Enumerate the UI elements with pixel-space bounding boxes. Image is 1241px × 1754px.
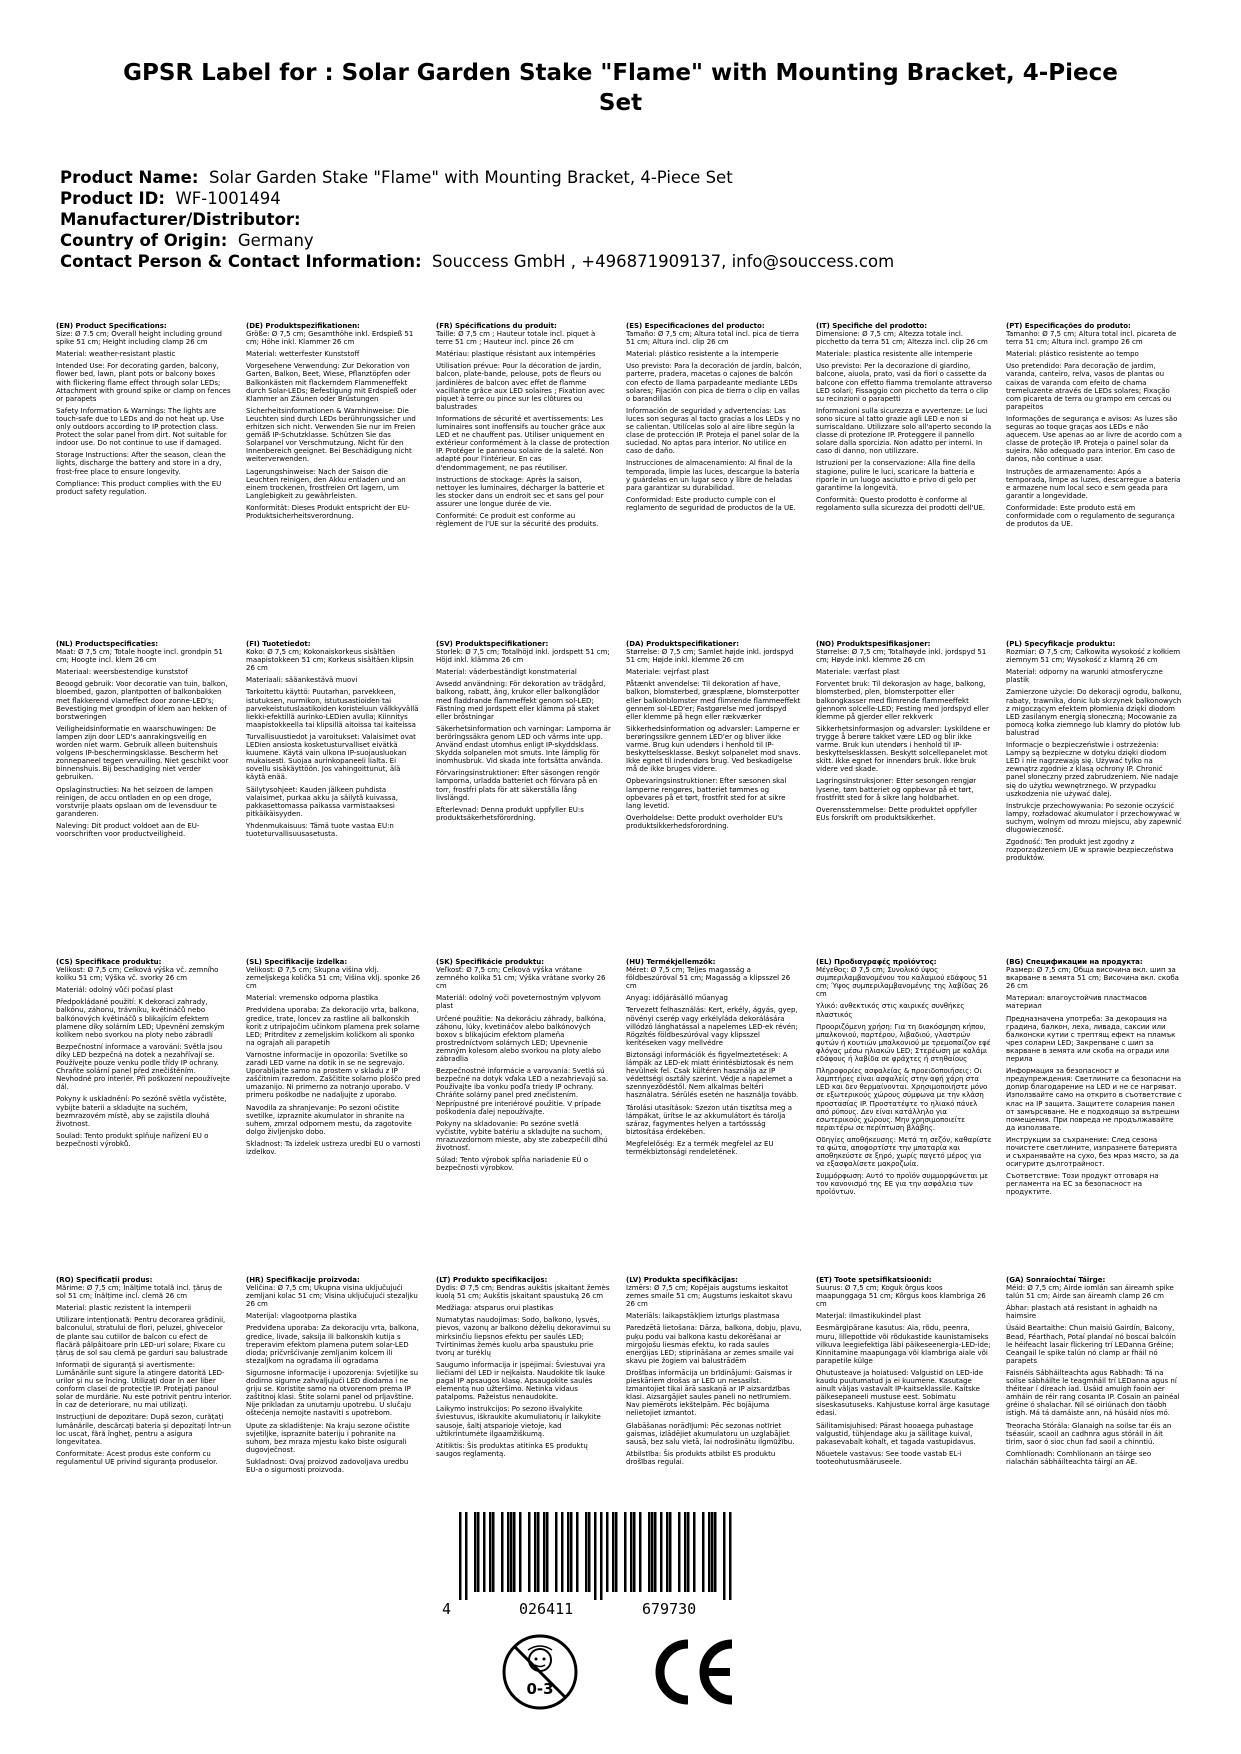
lang-block <box>1006 640 1182 958</box>
lang-block <box>436 958 612 1276</box>
lang-paragraph: Материал: влагоустойчив пластмасов материал <box>1006 994 1147 1011</box>
lang-paragraph: Yhdenmukaisuus: Tämä tuote vastaa EU:n tuoteturvallisuusasetusta. <box>246 821 394 838</box>
lang-block <box>56 322 232 640</box>
lang-block <box>816 1276 992 1594</box>
lang-paragraph: Materiál: odolný vůči počasí plast <box>56 986 174 995</box>
barcode-bar <box>693 1512 696 1592</box>
barcode-bar <box>555 1512 558 1592</box>
lang-paragraph: Størrelse: Ø 7,5 cm; Totalhøyde inkl. jordspyd 51 cm; Høyde inkl. klemme 26 cm <box>816 648 987 665</box>
lang-block <box>246 640 422 958</box>
lang-paragraph: Drošības informācija un brīdinājumi: Gaismas ir pieskāriem drošas ar LED un nesasilst. Izmantojiet tikai ārā saskaņā ar IP aizsardzības klasi. Aizsargājiet saules paneli no netīrumiem. Nav piemērots iekštelpām. Pēc bojājuma nelietojiet izmantot. <box>626 1368 793 1418</box>
barcode-bar <box>666 1512 669 1592</box>
lang-heading: (DA) Produktspecifikationer: <box>626 640 740 648</box>
lang-paragraph: Pokyny k uskladnění: Po sezóně světla vyčistěte, vybijte baterii a skladujte na suchém, bezmrazovém místě, aby se zajistila dlouhá životnost. <box>56 1095 227 1128</box>
barcode-bar <box>630 1512 633 1592</box>
barcode-digits-left: 026411 <box>519 1600 574 1618</box>
lang-paragraph: Eesmärgipärane kasutus: Aia, rõdu, peenra, muru, lillepottide või rõdukastide kaunistamiseks vilkuva leegiefektiga läbi päikeseenergia-LED-ide; Kinnitamine maapungaga või klambriga aiale või parapetile külge <box>816 1324 991 1365</box>
lang-paragraph: Tárolási utasítások: Szezon után tisztítsa meg a lámpákat, ürítse le az akkumulátort és tárolja száraz, fagymentes helyen a tartóssság biztosítása érdekében. <box>626 1103 792 1136</box>
lang-heading: (SK) Špecifikácie produktu: <box>436 958 545 966</box>
lang-paragraph: Utilisation prévue: Pour la décoration de jardin, balcon, plate-bande, pelouse, pots de fleurs ou jardinières de balcon avec effet de flamme vacillante grâce aux LED solaires ; Fixation avec piquet à terre ou pince sur les clôtures ou balustrades <box>436 362 605 411</box>
info-row <box>60 230 1180 251</box>
barcode-bar <box>543 1512 546 1592</box>
lang-paragraph: Material: wetterfester Kunststoff <box>246 350 360 359</box>
lang-paragraph: Size: Ø 7.5 cm; Overall height including ground spike 51 cm; Height including clamp 26 cm <box>56 330 222 347</box>
barcode-bar <box>612 1512 615 1592</box>
lang-paragraph: Materiale: værfast plast <box>816 668 900 677</box>
lang-block <box>56 640 232 958</box>
lang-paragraph: Vorgesehene Verwendung: Zur Dekoration von Garten, Balkon, Beet, Wiese, Pflanztöpfen oder Balkonkästen mit flackerndem Flammeneffekt durch Solar-LEDs; Befestigung mit Erdspieß oder Klammer an Zäunen oder Brüstungen <box>246 362 417 403</box>
lang-paragraph: Material: plástico resistente a la intemperie <box>626 350 779 359</box>
lang-paragraph: Forventet bruk: Til dekorasjon av hage, balkong, blomsterbed, plen, blomsterpotter eller balkongkasser med flimrende flammeeffekt gjennom solcelle-LED; Festing med jordspyd eller klemme på gjerder eller rekkverk <box>816 680 989 721</box>
lang-paragraph: Izmērs: Ø 7,5 cm; Kopējais augstums ieskaitot zemes smaile 51 cm; Augstums ieskaitot skavu 26 cm <box>626 1284 793 1309</box>
info-key: Product ID: <box>60 189 165 208</box>
lang-paragraph: Påtænkt anvendelse: Til dekoration af have, balkon, blomsterbed, græsplæne, blomsterpotter eller balkonblomster med flimrende flammeeffekt gennem sol-LED'er; Fastgørelse med jordspyd eller klemme på hegn eller rækværker <box>626 680 801 721</box>
lang-block <box>1006 958 1182 1276</box>
barcode-bar <box>474 1512 477 1592</box>
lang-paragraph: Materiaal: weersbestendige kunststof <box>56 668 188 677</box>
lang-heading: (DE) Produktspezifikationen: <box>246 322 360 330</box>
lang-block <box>1006 322 1182 640</box>
lang-paragraph: Veiligheidsinformatie en waarschuwingen: De lampen zijn door LED's aanrakingsveilig en worden niet warm. Gebruik alleen buitenshuis volgens IP-beschermingsklasse. Bescherm het zonnepaneel tegen vervuiling. Niet geschikt voor binnenshuis. Bij beschadiging niet verder gebruiken. <box>56 724 229 782</box>
barcode-bar <box>546 1512 549 1592</box>
lang-paragraph: Materiale: plastica resistente alle intemperie <box>816 350 973 359</box>
info-row <box>60 188 1180 209</box>
info-value: Germany <box>237 231 314 250</box>
lang-paragraph: Informacje o bezpieczeństwie i ostrzeżenia: Lampy są bezpieczne w dotyku dzięki diodom LED i nie nagrzewają się. Używać tylko na zewnątrz zgodnie z klasą ochrony IP. Chronić panel słoneczny przed zabrudzeniem. Nie nadaje się do użytku wewnętrznego. W przypadku uszkodzenia nie używać dalej. <box>1006 741 1179 798</box>
barcode-bar <box>669 1512 672 1592</box>
lang-paragraph: Pokyny na skladovanie: Po sezóne svetlá vyčistite, vybite batériu a skladujte na suchom, mrazuvzdornom mieste, aby ste zabezpečili dlhú životnosť. <box>436 1119 608 1152</box>
info-key: Country of Origin: <box>60 231 228 250</box>
lang-paragraph: Velikost: Ø 7,5 cm; Celková výška vč. zemního kolíku 51 cm; Výška vč. svorky 26 cm <box>56 966 219 983</box>
lang-paragraph: Comhlíonadh: Comhlíonann an táirge seo rialachán sábháilteachta táirgí an AE. <box>1006 1449 1152 1466</box>
lang-paragraph: Ohutusteave ja hoiatused: Valgustid on LED-ide kaudu puutumatud ja ei kuumene. Kasutage ainult väljas vastavalt IP-kaitseklassile. Kaitske päikesepaneeli mustuse eest. Sobimatu siseskasutuseks. Kahjustuse korral ärge kasutage edasi. <box>816 1368 990 1418</box>
lang-paragraph: Megfelelőség: Ez a termék megfelel az EU termékbiztonsági rendeletének. <box>626 1139 774 1156</box>
page-title: GPSR Label for : Solar Garden Stake "Flame" with Mounting Bracket, 4-Piece Set <box>123 60 1118 116</box>
lang-paragraph: Material: vremensko odporna plastika <box>246 994 379 1003</box>
barcode-bar <box>465 1512 468 1600</box>
lang-paragraph: Förvaringsinstruktioner: Efter säsongen rengör lamporna, urladda batteriet och förvara på en torr, frostfri plats för att säkerställa lång livslängd. <box>436 769 600 802</box>
barcode-bar <box>654 1512 657 1592</box>
barcode-digits-right: 679730 <box>642 1600 697 1618</box>
lang-paragraph: Informazioni sulla sicurezza e avvertenze: Le luci sono sicure al tatto grazie agli LED e non si surriscaldano. Utilizzare solo all'aperto secondo la classe di protezione IP. Proteggere il pannello solare dalla sporcizia. Non adatto per interni. In caso di danno, non utilizzare. <box>816 406 992 456</box>
lang-paragraph: Veľkosť: Ø 7,5 cm; Celková výška vrátane zemného kolíka 51 cm; Výška vrátane svorky 26 cm <box>436 966 606 991</box>
lang-paragraph: Paredzētā lietošana: Dārza, balkona, dobju, pļavu, puķu podu vai balkona kastu dekorēšanai ar mirgojošu liesmas efektu, ko rada saules enerģijas LED; stiprināšana ar zemes smaile vai skavu pie žogiem vai balustrādēm <box>626 1324 802 1365</box>
lang-heading: (LV) Produkta specifikācijas: <box>626 1276 738 1284</box>
lang-paragraph: Skladnost: Ta izdelek ustreza uredbi EU o varnosti izdelkov. <box>246 1139 421 1156</box>
lang-paragraph: Conformitate: Acest produs este conform cu regulamentul UE privind siguranța produselor. <box>56 1449 218 1466</box>
lang-paragraph: Úsáid Beartaithe: Chun maisiú Gairdín, Balcony, Bead, Féarthach, Potaí plandaí nó boscaí balcóin le héifeacht lasair flickering trí LEDanna Gréine; Ceangail le spike talún nó clamp ar fháil nó parapets <box>1006 1324 1176 1365</box>
lang-paragraph: Tamaño: Ø 7,5 cm; Altura total incl. pica de tierra 51 cm; Altura incl. clip 26 cm <box>626 330 799 347</box>
lang-heading: (ET) Toote spetsifikatsioonid: <box>816 1276 932 1284</box>
lang-heading: (EN) Product Specifications: <box>56 322 167 330</box>
barcode-bar <box>477 1512 480 1592</box>
barcode-bar <box>507 1512 510 1592</box>
lang-paragraph: Soulad: Tento produkt splňuje nařízení EU o bezpečnosti výrobků. <box>56 1131 209 1148</box>
lang-paragraph: Informations de sécurité et avertissements: Les luminaires sont inoffensifs au toucher grâce aux LED et ne chauffent pas. Utiliser uniquement en extérieur conformément à la classe de protection IP. Protéger le panneau solaire de la saleté. Non adapté pour l'intérieur. En cas d'endommagement, ne pas réutiliser. <box>436 414 610 472</box>
lang-paragraph: Sukladnost: Ovaj proizvod zadovoljava uredbu EU-a o sigurnosti proizvoda. <box>246 1457 409 1474</box>
barcode-bar <box>576 1512 579 1592</box>
lang-paragraph: Lagerungshinweise: Nach der Saison die Leuchten reinigen, den Akku entladen und an einem trockenen, frostfreien Ort lagern, um Langlebigkeit zu gewährleisten. <box>246 467 406 500</box>
lang-heading: (FI) Tuotetiedot: <box>246 640 311 648</box>
lang-paragraph: Material: plastic rezistent la intemperii <box>56 1304 192 1313</box>
barcode-bar <box>513 1512 516 1592</box>
barcode-bar <box>633 1512 636 1592</box>
lang-paragraph: Materiale: vejrfast plast <box>626 668 710 677</box>
product-info <box>60 167 1180 272</box>
barcode-bar <box>660 1512 663 1592</box>
lang-heading: (NL) Productspecificaties: <box>56 640 159 648</box>
lang-block <box>816 322 992 640</box>
lang-paragraph: Съответствие: Този продукт отговаря на регламента на ЕС за безопасност на продуктите. <box>1006 1172 1159 1197</box>
lang-paragraph: Materijal: vlagootporna plastika <box>246 1312 357 1321</box>
lang-paragraph: Overensstemmelse: Dette produktet oppfyller EUs forskrift om produktsikkerhet. <box>816 805 978 822</box>
lang-paragraph: Súlad: Tento výrobok spĺňa nariadenie EÚ o bezpečnosti výrobkov. <box>436 1156 589 1173</box>
lang-paragraph: Předpokládané použití: K dekoraci zahrady, balkónu, záhonu, trávníku, květináčů nebo balkónových květináčů s blikajícím efektem plamene díky solárním LED; Upevnění zemským kolíkem nebo svorkou na ploty nebo zábradlí <box>56 998 225 1039</box>
barcode-bar <box>459 1512 462 1600</box>
barcode-bar <box>606 1512 609 1592</box>
lang-heading: (CS) Specifikace produktu: <box>56 958 162 966</box>
lang-paragraph: Varnostne informacije in opozorila: Svetilke so zaradi LED varne na dotik in se ne segrevajo. Uporabljajte samo na prostem v skladu z IP zaščitnim razredom. Zaščitite solarno ploščo pred umazanijo. Ni primerno za notranjo uporabo. V primeru poškodbe ne nadaljujte z uporabo. <box>246 1050 421 1100</box>
lang-heading: (EL) Προδιαγραφές προϊόντος: <box>816 958 937 966</box>
barcode-bar <box>561 1512 564 1592</box>
lang-paragraph: Predvidena uporaba: Za dekoracijo vrta, balkona, gredice, trate, loncev za rastline ali balkonskih korit z utripajočim učinkom plamena prek solarne LED; Pritrditev z zemeljskim količkom ali sponko na ograjah ali parapetih <box>246 1006 420 1047</box>
barcode-bar <box>714 1512 717 1592</box>
lang-paragraph: Conformité: Ce produit est conforme au règlement de l'UE sur la sécurité des produits. <box>436 511 599 529</box>
lang-block <box>626 640 802 958</box>
lang-paragraph: Dydis: Ø 7,5 cm; Bendras aukštis įskaitant žemės kuolą 51 cm; Aukštis įskaitant spaustuką 26 cm <box>436 1284 610 1301</box>
barcode-bar <box>588 1512 591 1592</box>
barcode-bar <box>624 1512 627 1592</box>
info-key: Product Name: <box>60 168 199 187</box>
lang-block <box>626 958 802 1276</box>
lang-paragraph: Matériau: plastique résistant aux intempéries <box>436 350 596 359</box>
lang-paragraph: Anyag: időjárásálló műanyag <box>626 994 728 1003</box>
barcode-bar <box>519 1512 522 1592</box>
barcode-bar <box>684 1512 687 1592</box>
lang-paragraph: Størrelse: Ø 7,5 cm; Samlet højde inkl. jordspyd 51 cm; Højde inkl. klemme 26 cm <box>626 648 794 665</box>
lang-paragraph: Utilizare intenționată: Pentru decorarea grădinii, balconului, stratului de flori, peluzei, ghivecelor de plante sau cutiilor de balcon cu efect de flacără pâlpâitoare prin LED-uri solare; Fixare cu țăruș de sol sau clemă pe garduri sau balustrade <box>56 1316 228 1357</box>
lang-paragraph: Treoracha Stórála: Glanaigh na soilse tar éis an tséasúir, scaoil an cadhnra agus stóráil in áit tirim, saor ó sioc chun fad saoil a chinntiú. <box>1006 1421 1172 1446</box>
barcode-bar <box>711 1512 714 1592</box>
lang-paragraph: Säilitamisjuhised: Pärast hooaega puhastage valgustid, tühjendage aku ja säilitage kuival, pakasevabalt kohalt, et tagada vastupidavus. <box>816 1421 976 1446</box>
barcode-bar <box>492 1512 495 1592</box>
lang-paragraph: Predviđena uporaba: Za dekoraciju vrta, balkona, gredice, livade, saksija ili balkonskih kutija s treperavim efektom plamena putem solar-LED dioda; pričvršćivanje zemljanim kolcem ili stezaljkom na ograđama ili ogradama <box>246 1324 419 1365</box>
lang-paragraph: Συμμόρφωση: Αυτό το προϊόν συμμορφώνεται με τον κανονισμό της ΕΕ για την ασφάλεια των προϊόντων. <box>816 1172 989 1197</box>
lang-paragraph: Zgodność: Ten produkt jest zgodny z rozporządzeniem UE w sprawie bezpieczeństwa produktów. <box>1006 838 1174 863</box>
lang-heading: (BG) Спецификации на продукта: <box>1006 958 1143 966</box>
lang-paragraph: Инструкции за съхранение: След сезона почистете светлините, изпразнете батерията и съхранявайте на сухо, без мраз място, за да осигурите дълготрайност. <box>1006 1135 1179 1169</box>
barcode-bar <box>585 1512 588 1592</box>
lang-paragraph: Μέγεθος: Ø 7,5 cm; Συνολικό ύψος συμπεριλαμβανομένου του καλαμιού εδάφους 51 cm; Ύψος συμπεριλαμβανομένης της λαβίδας 26 cm <box>816 966 989 999</box>
lang-paragraph: Instrukcje przechowywania: Po sezonie oczyścić lampy, rozładować akumulator i przechowywać w suchym, wolnym od mrozu miejscu, aby zapewnić długowieczność. <box>1006 801 1182 834</box>
lang-paragraph: Méid: Ø 7,5 cm; Airde iomlán san áireamh spike talún 51 cm; Airde san áireamh clamp 26 cm <box>1006 1284 1174 1301</box>
barcode-digit-prefix: 4 <box>442 1600 452 1618</box>
info-value: Solar Garden Stake "Flame" with Mounting Bracket, 4-Piece Set <box>208 168 733 187</box>
barcode-bar <box>537 1512 540 1592</box>
lang-paragraph: Zamierzone użycie: Do dekoracji ogrodu, balkonu, rabaty, trawnika, donic lub skrzynek balkonowych z migoczącym efektem płomienia dzięki diodom LED zasilanym energią słoneczną; Mocowanie za pomocą kołka ziemnego lub klamry do płotów lub balustrad <box>1006 688 1182 737</box>
lang-paragraph: Konformität: Dieses Produkt entspricht der EU-Produktsicherheitsverordnung. <box>246 503 410 520</box>
barcode-bar <box>600 1512 603 1600</box>
lang-paragraph: Nõuetele vastavus: See toode vastab EL-i tooteohutusmääruseele. <box>816 1449 962 1466</box>
barcode-bar <box>567 1512 570 1592</box>
lang-paragraph: Sigurnosne informacije i upozorenja: Svjetiljke su dodirno sigurne zahvaljujući LED diodama i ne griju se. Koristite samo na otvorenom prema IP zaštitnoj klasi. Štite solarni panel od prljavštine. Nije prikladan za unutarnju upotrebu. U slučaju oštećenja nemojte nastaviti s upotrebom. <box>246 1368 419 1418</box>
lang-paragraph: Mărime: Ø 7,5 cm; Înălțime totală incl. țăruș de sol 51 cm; Înălțime incl. clemă 26 cm <box>56 1284 223 1301</box>
lang-paragraph: Numatytas naudojimas: Sodo, balkono, lysvės, pievos, vazonų ar balkono dėželių dekoravimui su mirksinčiu liepsnos efektu per saulės LED; Tvirtinimas žemės kuolu arba spaustuku prie tvorų ar turėklų <box>436 1316 611 1357</box>
lang-block <box>1006 1276 1182 1594</box>
info-value: WF-1001494 <box>175 189 281 208</box>
lang-paragraph: Material: plástico resistente ao tempo <box>1006 350 1139 359</box>
lang-paragraph: Säilytysohjeet: Kauden jälkeen puhdista valaisimet, purkaa akku ja säilytä kuivassa, pakkasettomassa paikassa varmistaaksesi pitkäikäisyyden. <box>246 785 399 818</box>
lang-block <box>246 322 422 640</box>
barcode-bar <box>534 1512 537 1592</box>
lang-paragraph: Instrucciones de almacenamiento: Al final de la temporada, limpie las luces, descargue la batería y guárdelas en un lugar seco y libre de heladas para garantizar su durabilidad. <box>626 459 800 492</box>
info-key: Manufacturer/Distributor: <box>60 210 301 229</box>
info-row <box>60 167 1180 188</box>
lang-paragraph: Compliance: This product complies with the EU product safety regulation. <box>56 479 222 496</box>
age-warning-icon <box>500 1630 580 1714</box>
lang-paragraph: Ábhar: plastach atá resistant in aghaidh na haimsire <box>1006 1304 1158 1321</box>
lang-paragraph: Rozmiar: Ø 7,5 cm; Całkowita wysokość z kołkiem ziemnym 51 cm; Wysokość z klamrą 26 cm <box>1006 648 1181 665</box>
lang-heading: (PT) Especificações do produto: <box>1006 322 1131 330</box>
lang-heading: (FR) Spécifications du produit: <box>436 322 557 330</box>
lang-paragraph: Safety Information & Warnings: The lights are touch-safe due to LEDs and do not heat up. Use only outdoors according to IP protection class. Protect the solar panel from dirt. Not suitable for indoor use. Do not continue to use if damaged. <box>56 406 227 448</box>
lang-paragraph: Información de seguridad y advertencias: Las luces son seguras al tacto gracias a los LEDs y no se calientan. Utilícelas solo al aire libre según la clase de protección IP. Proteja el panel solar de la suciedad. No aptas para interior. No utilice en caso de daño. <box>626 406 801 456</box>
lang-paragraph: Material: väderbeständigt konstmaterial <box>436 668 577 677</box>
barcode-bar <box>687 1512 690 1592</box>
lang-block <box>436 322 612 640</box>
barcode-bars <box>437 1512 757 1602</box>
lang-paragraph: Materiál: odolný voči poveternostným vplyvom plast <box>436 994 601 1011</box>
lang-paragraph: Lagringsinstruksjoner: Etter sesongen rengjør lysene, tøm batteriet og oppbevar på et tørt, frostfritt sted for å sikre lang holdbarhet. <box>816 777 977 802</box>
lang-paragraph: Naleving: Dit product voldoet aan de EU-voorschriften voor productveiligheid. <box>56 821 200 838</box>
barcode-bar <box>501 1512 504 1592</box>
lang-paragraph: Uso previsto: Per la decorazione di giardino, balcone, aiuola, prato, vasi da fiori o cassette da balcone con effetto fiamma tremolante attraverso LED solari; Fissaggio con picchetto da terra o clip su recinzioni o parapetti <box>816 362 992 403</box>
lang-paragraph: Tarkoitettu käyttö: Puutarhan, parvekkeen, istutuksen, nurmikon, istutusastioiden tai parvekeistutuslaatikoiden koristeluun välkkyvällä liekki-efektillä aurinko-LEDien avulla; Kiinnitys maapistokkeella tai klipsillä aitoissa tai kaiteissa <box>246 688 419 729</box>
lang-paragraph: Méret: Ø 7,5 cm; Teljes magasság a földbeszúróval 51 cm; Magasság a klipsszel 26 cm <box>626 966 791 991</box>
info-row <box>60 209 1180 230</box>
lang-paragraph: Οδηγίες αποθήκευσης: Μετά τη σεζόν, καθαρίστε τα φώτα, αποφορτίστε την μπαταρία και αποθηκεύστε σε ξηρό, χωρίς παγετό μέρος για να εξασφαλίσετε μακροζωία. <box>816 1135 992 1169</box>
lang-paragraph: Instrucțiuni de depozitare: După sezon, curățați lumânările, descărcați bateria și depozitați într-un loc uscat, fără îngheț, pentru a asigura longevitatea. <box>56 1413 231 1446</box>
lang-heading: (LT) Produkto specifikacijos: <box>436 1276 548 1284</box>
barcode-bar <box>651 1512 654 1592</box>
lang-heading: (NO) Produktspesifikasjoner: <box>816 640 931 648</box>
lang-paragraph: Turvallisuustiedot ja varoitukset: Valaisimet ovat LEDien ansiosta kosketusturvalliset eivätkä kuumene. Käytä vain ulkona IP-suojausluokan mukaisesti. Suojaa aurinkopaneeli lialta. Ei sovellu sisäkäyttöön. Jos vahingoittunut, älä käytä enää. <box>246 732 416 782</box>
lang-paragraph: Προοριζόμενη χρήση: Για τη διακόσμηση κήπου, μπαλκονιού, παρτέρου, λιβαδιού, γλαστρών φυτών ή κουτιών μπαλκονιού με τρεμοπαίζον εφέ φλόγας μέσω ηλιακών LED; Στερέωση με καλάμι εδάφους ή λαβίδα σε φράχτες ή στηθαίους <box>816 1022 991 1064</box>
lang-paragraph: Suurus: Ø 7,5 cm; Koguk õrgus koos maapunggaga 51 cm; Kõrgus koos klambriga 26 cm <box>816 1284 986 1309</box>
barcode-bar <box>723 1512 726 1600</box>
barcode <box>437 1512 757 1622</box>
lang-paragraph: Storlek: Ø 7,5 cm; Totalhöjd inkl. jordspett 51 cm; Höjd inkl. klämma 26 cm <box>436 648 610 665</box>
lang-paragraph: Navodila za shranjevanje: Po sezoni očistite svetilke, izpraznite akumulator in shranite na suhem, zmrzal odpornem mestu, da zagotovite dolgo življenjsko dobo. <box>246 1103 412 1136</box>
lang-paragraph: Размер: Ø 7,5 cm; Обща височина вкл. шип за вкарване в земята 51 cm; Височина вкл. скоба 26 cm <box>1006 966 1179 991</box>
lang-paragraph: Uso pretendido: Para decoração de jardim, varanda, canteiro, relva, vasos de plantas ou caixas de varanda com efeito de chama tremeluzente através de LEDs solares; Fixação com picareta de terra ou grampo em cercas ou parapeitos <box>1006 362 1172 411</box>
barcode-bar <box>639 1512 642 1592</box>
lang-paragraph: Storage Instructions: After the season, clean the lights, discharge the battery and store in a dry, frost-free place to ensure longevity. <box>56 451 226 476</box>
lang-paragraph: Opslaginstructies: Na het seizoen de lampen reinigen, de accu ontladen en op een droge, vorstvrije plaats opslaan om de levensduur te garanderen. <box>56 785 217 818</box>
barcode-bar <box>528 1512 531 1592</box>
lang-heading: (PL) Specyfikacje produktu: <box>1006 640 1116 648</box>
lang-block <box>56 1276 232 1594</box>
lang-paragraph: Sikkerhetsinformasjon og advarsler: Lyskildene er trygge å berøre takket være LED og blir ikke varme. Bruk kun utendørs i henhold til IP-beskyttelsesklassen. Beskytt solcellepanelet mot skitt. Ikke egnet for innendørs bruk. Ikke bruk videre ved skade. <box>816 724 991 774</box>
lang-paragraph: Opbevaringsinstruktioner: Efter sæsonen skal lamperne rengøres, batteriet tømmes og opbevares på et tørt, frostfrit sted for at sikre lang levetid. <box>626 777 787 810</box>
lang-block <box>816 958 992 1276</box>
lang-paragraph: Koko: Ø 7,5 cm; Kokonaiskorkeus sisältäen maapistokkeen 51 cm; Korkeus sisältäen klipsin 26 cm <box>246 648 414 673</box>
lang-paragraph: Laikymo instrukcijos: Po sezono išvalykite šviestuvus, iškraukite akumuliatorių ir laikykite sausoje, šaltį atsparioje vietoje, kad užtikrintumėte ilgaamžiškumą. <box>436 1405 601 1438</box>
lang-paragraph: Avsedd användning: För dekoration av trädgård, balkong, rabatt, äng, krukor eller balkonglådor med fladdrande flammeffekt genom sol-LED; Fästning med jordspett eller klämma på staket eller bröstningar <box>436 680 606 721</box>
lang-paragraph: Dimensione: Ø 7,5 cm; Altezza totale incl. picchetto da terra 51 cm; Altezza incl. clip 26 cm <box>816 330 988 347</box>
lang-paragraph: Uso previsto: Para la decoración de jardín, balcón, parterre, pradera, macetas o cajones de balcón con efecto de llama parpadeante mediante LEDs solares; Fijación con pica de tierra o clip en vallas o barandillas <box>626 362 802 403</box>
lang-paragraph: Maat: Ø 7,5 cm; Totale hoogte incl. grondpin 51 cm; Hoogte incl. klem 26 cm <box>56 648 223 665</box>
barcode-bar <box>594 1512 597 1600</box>
compliance-icons <box>500 1630 760 1720</box>
lang-paragraph: Informații de siguranță și avertismente: Lumânările sunt sigure la atingere datorită LED-urilor și nu se încing. Utilizați doar în aer liber conform clasei de protecție IP. Protejați panoul solar de murdărie. Nu este potrivit pentru interior. În caz de deteriorare, nu mai utilizați. <box>56 1360 232 1410</box>
lang-paragraph: Bezpečnostné informácie a varovania: Svetlá sú bezpečné na dotyk vďaka LED a nezahrievajú sa. Používajte iba vonku podľa triedy IP ochrany. Chráňte solárny panel pred znečistením. Neprípustné pre interiérové použitie. V prípade poškodenia ďalej nepoužívajte. <box>436 1067 609 1116</box>
lang-block <box>626 322 802 640</box>
lang-paragraph: Saugumo informacija ir įspėjimai: Šviestuvai yra liečiami dėl LED ir neįkaista. Naudokite tik lauke pagal IP apsaugos klasę. Apsaugokite saulės elementą nuo užteršimo. Netinka vidaus patalpoms. Pažeistus nenaudokite. <box>436 1360 606 1402</box>
lang-paragraph: Istruzioni per la conservazione: Alla fine della stagione, pulire le luci, scaricare la batteria e riporle in un luogo asciutto e privo di gelo per garantirne la longevità. <box>816 459 977 492</box>
barcode-bar <box>510 1512 513 1592</box>
lang-heading: (ES) Especificaciones del producto: <box>626 322 765 330</box>
lang-paragraph: Tervezett felhasználás: Kert, erkély, ágyás, gyep, növényi cserép vagy erkélyláda dekorálására villódzó lánghatással a napelemes LED-ek révén; Rögzítés földbeszúróval vagy klipsszel kerítéseken vagy mellvédre <box>626 1006 798 1047</box>
lang-paragraph: Materjal: ilmastikukindel plast <box>816 1312 922 1321</box>
barcode-bar <box>570 1512 573 1592</box>
barcode-bar <box>615 1512 618 1592</box>
info-value: Souccess GmbH , +496871909137, info@souccess.com <box>432 252 895 271</box>
lang-heading: (SV) Produktspecifikationer: <box>436 640 549 648</box>
language-grid <box>56 322 1186 1594</box>
lang-paragraph: Atbilstība: Šis produkts atbilst ES produktu drošības regulai. <box>626 1449 776 1466</box>
lang-paragraph: Materiał: odporny na warunki atmosferyczne plastik <box>1006 668 1163 685</box>
lang-paragraph: Информация за безопасност и предупреждения: Светлините са безопасни на допир благодарение на LED и не се нагряват. Използвайте само на открито в съответствие с клас на IP защита. Защитете соларния панел от замърсяване. Не е подходящо за вътрешни помещения. При повреда не продължавайте да използвате. <box>1006 1067 1182 1132</box>
lang-paragraph: Material: weather-resistant plastic <box>56 350 176 359</box>
lang-paragraph: Biztonsági információk és figyelmeztetések: A lámpák az LED-ek miatt érintésbiztosak és nem hevülnek fel. Csak kültéren használja az IP védettségi osztály szerint. Védje a napelemet a szennyeződéstől. Nem alkalmas beltéri használatra. Sérülés esetén ne használja tovább. <box>626 1050 799 1100</box>
lang-block <box>56 958 232 1276</box>
lang-paragraph: Veličina: Ø 7,5 cm; Ukupna visina uključujući zemljani kolac 51 cm; Visina uključujući stezaljku 26 cm <box>246 1284 418 1309</box>
lang-paragraph: Efterlevnad: Denna produkt uppfyller EU:s produktsäkerhetsförordning. <box>436 805 584 822</box>
lang-paragraph: Faisnéis Sábháilteachta agus Rabhadh: Tá na soilse sábháilte le teagmháil trí LEDanna agus ní théitear í díreach iad. Úsáid amuigh faoin aer amháin de réir rang cosanta IP. Cosain an painéal gréine ó shalachar. Níl sé oiriúnach don táobh istigh. Má tá damáiste ann, ná húsáid níos mó. <box>1006 1368 1180 1418</box>
barcode-bar <box>729 1512 732 1600</box>
age-label: 0-3 <box>526 1680 554 1698</box>
lang-paragraph: Určené použitie: Na dekoráciu záhrady, balkóna, záhonu, lúky, kvetináčov alebo balkónových boxov s blikajúcim efektom plameňa prostredníctvom solárnych LED; Upevnenie zemným kolesom alebo svorkou na ploty alebo zábradlia <box>436 1014 606 1064</box>
lang-block <box>246 1276 422 1594</box>
lang-paragraph: Tamanho: Ø 7,5 cm; Altura total incl. picareta de terra 51 cm; Altura incl. grampo 26 cm <box>1006 330 1177 347</box>
info-key: Contact Person & Contact Information: <box>60 252 422 271</box>
lang-paragraph: Größe: Ø 7,5 cm; Gesamthöhe inkl. Erdspieß 51 cm; Höhe inkl. Klammer 26 cm <box>246 330 414 347</box>
lang-heading: (HU) Termékjellemzők: <box>626 958 716 966</box>
barcode-bar <box>708 1512 711 1592</box>
ce-mark-icon <box>650 1630 740 1714</box>
lang-paragraph: Intended Use: For decorating garden, balcony, flower bed, lawn, plant pots or balcony boxes with flickering flame effect through solar LEDs; Attachment with ground spike or clamp on fences or parapets <box>56 362 231 403</box>
lang-paragraph: Beoogd gebruik: Voor decoratie van tuin, balkon, bloembed, gazon, plantpotten of balkonbakken met flakkerend vlameffect door zonne-LED's; Bevestiging met grondpin of klem aan hekken of borstweringen <box>56 680 228 721</box>
lang-paragraph: Πληροφορίες ασφαλείας & προειδοποιήσεις: Οι λαμπτήρες είναι ασφαλείς στην αφή χάρη στα LED και δεν θερμαίνονται. Χρησιμοποιήστε μόνο σε εξωτερικούς χώρους σύμφωνα με την κλάση προστασίας IP. Προστατέψτε το ηλιακό πάνελ από ρύπους. Δεν είναι κατάλληλο για εσωτερικούς χώρους. Μην χρησιμοποιείτε περαιτέρω σε περίπτωση βλάβης. <box>816 1067 988 1132</box>
lang-paragraph: Säkerhetsinformation och varningar: Lamporna är beröringssäkra genom LED och värms inte upp. Använd endast utomhus enligt IP-skyddsklass. Skydda solpanelen mot smuts. Inte lämplig för inomhusbruk. Vid skada inte fortsätta använda. <box>436 724 611 766</box>
lang-paragraph: Materiāls: laikapstākļiem izturīgs plastmasa <box>626 1312 780 1321</box>
lang-paragraph: Предназначена употреба: За декорация на градина, балкон, леха, ливада, саксии или балконски кутии с трептящ ефект на пламък чрез соларни LED; Закрепване с шип за вкарване в земята или скоба на огради или перила <box>1006 1014 1176 1064</box>
lang-paragraph: Velikost: Ø 7,5 cm; Skupna višina vklj. zemeljskega količka 51 cm; Višina vklj. sponke 26 cm <box>246 966 421 991</box>
lang-paragraph: Sicherheitsinformationen & Warnhinweise: Die Leuchten sind durch LEDs berührungssicher und erhitzen sich nicht. Verwenden Sie nur im Freien gemäß IP-Schutzklasse. Schützen Sie das Solarpanel vor Verschmutzung. Nicht für den Innenbereich geeignet. Bei Beschädigung nicht weiterverwenden. <box>246 406 416 464</box>
lang-paragraph: Conformità: Questo prodotto è conforme al regolamento sulla sicurezza dei prodotti dell'UE. <box>816 495 986 512</box>
lang-paragraph: Overholdelse: Dette produkt overholder EU's produktsikkerhedsforordning. <box>626 813 783 830</box>
lang-heading: (RO) Specificații produs: <box>56 1276 153 1284</box>
lang-block <box>246 958 422 1276</box>
lang-heading: (GA) Sonraíochtaí Táirge: <box>1006 1276 1106 1284</box>
lang-paragraph: Atitiktis: Šis produktas atitinka ES produktų saugos reglamentą. <box>436 1441 588 1458</box>
lang-block <box>436 640 612 958</box>
barcode-bar <box>648 1512 651 1592</box>
lang-paragraph: Upute za skladištenje: Na kraju sezone očistite svjetiljke, ispraznite bateriju i pohranite na suhom, bez mraza mjestu kako biste osigurali dugovječnost. <box>246 1421 410 1454</box>
lang-paragraph: Sikkerhedsinformation og advarsler: Lamperne er berøringssikre gennem LED'er og bliver ikke varme. Brug kun udendørs i henhold til IP-beskyttelsesklasse. Beskyt solpanelet mod snavs. Ikke egnet til indendørs brug. Ved beskadigelse må de ikke bruges videre. <box>626 724 801 774</box>
lang-paragraph: Glabāšanas norādījumi: Pēc sezonas notīriet gaismas, izlādējiet akumulatoru un uzglabājiet sausā, bez salu vietā, lai nodrošinātu ilgmūžību. <box>626 1421 795 1446</box>
lang-paragraph: Materiaali: sääankestävä muovi <box>246 676 358 685</box>
barcode-bar <box>678 1512 681 1592</box>
barcode-bar <box>483 1512 486 1592</box>
lang-block <box>816 640 992 958</box>
lang-heading: (HR) Specifikacije proizvoda: <box>246 1276 360 1284</box>
lang-heading: (IT) Specifiche del prodotto: <box>816 322 928 330</box>
barcode-bar <box>489 1512 492 1592</box>
lang-paragraph: Conformidade: Este produto está em conformidade com o regulamento de segurança de produtos da UE. <box>1006 503 1175 529</box>
lang-paragraph: Informações de segurança e avisos: As luzes são seguras ao toque graças aos LEDs e não aquecem. Use apenas ao ar livre de acordo com a classe de proteção IP. Proteja o painel solar da sujeira. Não adequado para interior. Em caso de danos, não continue a usar. <box>1006 414 1182 464</box>
lang-heading: (SL) Specifikacije izdelka: <box>246 958 348 966</box>
info-row <box>60 251 1180 272</box>
barcode-bar <box>702 1512 705 1592</box>
lang-paragraph: Instructions de stockage: Après la saison, nettoyer les luminaires, décharger la batterie et les stocker dans un endroit sec et sans gel pour assurer une longue durée de vie. <box>436 475 605 508</box>
lang-paragraph: Medžiaga: atsparus orui plastikas <box>436 1304 554 1313</box>
lang-paragraph: Taille: Ø 7,5 cm ; Hauteur totale incl. piquet à terre 51 cm ; Hauteur incl. pince 26 cm <box>436 330 596 347</box>
lang-paragraph: Υλικό: ανθεκτικός στις καιρικές συνθήκες πλαστικός <box>816 1002 965 1019</box>
lang-paragraph: Instruções de armazenamento: Após a temporada, limpe as luzes, descarregue a bateria e armazene num local seco e sem geada para garantir a longevidade. <box>1006 467 1181 500</box>
lang-paragraph: Conformidad: Este producto cumple con el reglamento de seguridad de productos de la UE. <box>626 495 796 512</box>
lang-paragraph: Bezpečnostní informace a varování: Světla jsou díky LED bezpečná na dotek a nezahřívají se. Používejte pouze venku podle třídy IP ochrany. Chraňte solární panel před znečištěním. Nevhodné pro interiér. Při poškození nepoužívejte dál. <box>56 1042 230 1092</box>
